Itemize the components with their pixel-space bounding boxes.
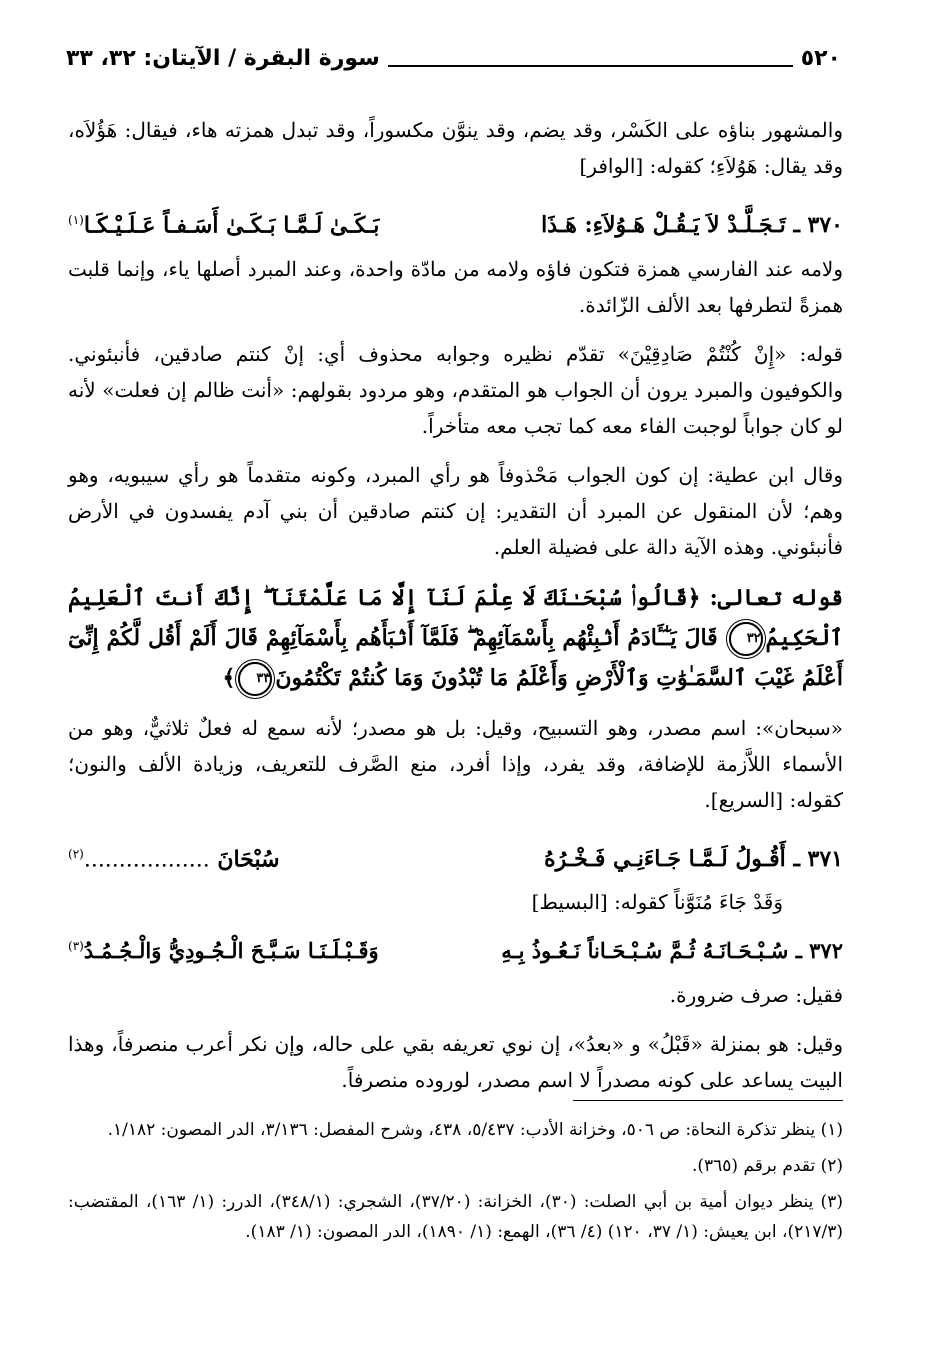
- ayah-33-marker: ٣٣: [238, 662, 272, 696]
- verse-370-hemistich-2: [68, 197, 379, 248]
- verse-number: ٣٧٢ ـ: [795, 938, 843, 963]
- page-header: [66, 40, 841, 76]
- quran-intro: قوله تعالى: ﴿: [687, 585, 843, 611]
- hemistich-text: أَقُـولُ لَـمَّـا جَـاءَنِـي فَـخْـرُهُ: [544, 846, 786, 873]
- footnotes: [68, 1115, 843, 1253]
- footnote-ref-2: (٢): [68, 847, 84, 861]
- verse-372: [68, 923, 843, 969]
- verse-370: [68, 197, 843, 243]
- paragraph-4: وقال ابن عطية: إن كون الجواب مَحْذوفاً هو رأي المبرد، وكونه متقدماً هو رأي سيبويه، وهو وهم؛ لأن المنقول عن المبرد أن التقدير: إن كنتم صادقين أن بني آدم يفسدون في الأرض فأنبئوني. وهذه الآية دالة على فضيلة العلم.: [68, 463, 843, 559]
- verse-371-hemistich-2: [68, 831, 280, 883]
- page-body: [68, 112, 843, 1111]
- footnote-ref-1: (١): [68, 213, 84, 227]
- verse-371: [68, 831, 843, 877]
- hemistich-text: سُبْحَانَ: [217, 846, 280, 873]
- hemistich-text: وَقَـبْـلَـنَـا سَـبَّـحَ الْـجُـودِيُّ وَالْـجُـمُـدُ: [83, 938, 379, 963]
- verse-370-hemistich-1: [541, 202, 843, 248]
- verse-371-hemistich-1: [544, 836, 843, 882]
- footnote-2: (٢) تقدم برقم (٣٦٥).: [691, 1156, 843, 1176]
- verse-372-hemistich-2: [68, 923, 379, 974]
- paragraph-6: فقيل: صرف ضرورة.: [669, 983, 843, 1007]
- quran-ayah-32-text: قَالُوا۟ سُبْحَـٰنَكَ لَا عِلْمَ لَنَآ إِلَّا مَا عَلَّمْتَنَآ ۖ إِنَّكَ أَنتَ ٱلْعَلِيمُ ٱلْحَكِيمُ: [68, 585, 843, 651]
- quran-passage: [68, 578, 843, 698]
- verse-372-hemistich-1: [501, 928, 843, 974]
- ellipsis-dots: ..................: [83, 847, 210, 873]
- hemistich-text: بَـكَـىٰ لَـمَّـا بَـكَـىٰ أَسَـفـاً عَـلَـيْـكَـا: [83, 212, 380, 239]
- footnote-ref-3: (٣): [68, 939, 84, 953]
- footnote-separator: [573, 1100, 843, 1101]
- paragraph-5: «سبحان»: اسم مصدر، وهو التسبيح، وقيل: بل هو مصدر؛ لأنه سمع له فعلٌ ثلاثيٌّ، وهو من الأسماء اللاَّزمة للإضافة، وقد يفرد، وإذا أفرد، منع الصَّرف للتعريف، وزيادة الألف والنون؛ كقوله: [السريع].: [68, 716, 843, 812]
- hemistich-text: تَـجَـلَّـدْ لاَ يَـقُـلْ هَـوُلاَءِ: هَـذَا: [541, 212, 786, 239]
- meter-line: وَقَدْ جَاءَ مُنَوَّناً كقوله: [البسيط]: [531, 890, 783, 914]
- header-rule: [388, 49, 793, 67]
- verse-number: ٣٧٠ ـ: [793, 212, 843, 239]
- page-number: ٥٢٠: [800, 45, 841, 71]
- paragraph-2: ولامه عند الفارسي همزة فتكون فاؤه ولامه من مادّة واحدة، وعند المبرد أصلها ياء، وإنما قلبت همزةً لتطرفها بعد الألف الزّائدة.: [68, 257, 843, 317]
- paragraph-3: قوله: «إِنْ كُنْتُمْ صَادِقِيْنَ» تقدّم نظيره وجوابه محذوف أي: إنْ كنتم صادقين، فأنبئوني. والكوفيون والمبرد يرون أن الجواب هو المتقدم، وهو مردود بقولهم: «أنت ظالم إن فعلت» لأنه لو كان جواباً لوجبت الفاء معه كما تجب معه متأخراً.: [68, 342, 843, 438]
- ayah-32-marker: ٣٢: [729, 622, 763, 656]
- quran-ayah-33-text: قَالَ يَـٰٓـَٔادَمُ أَنۢبِئْهُم بِأَسْمَآئِهِمْ ۖ فَلَمَّآ أَنۢبَأَهُم بِأَسْمَآئِهِمْ قَالَ أَلَمْ أَقُل لَّكُمْ إِنِّىٓ أَعْلَمُ غَيْبَ ٱلسَّمَـٰوَٰتِ وَٱلْأَرْضِ وَأَعْلَمُ مَا تُبْدُونَ وَمَا كُنتُمْ تَكْتُمُونَ: [68, 625, 843, 691]
- quran-close-bracket: ﴾: [222, 665, 236, 691]
- footnote-1: (١) ينظر تذكرة النحاة: ص ٥٠٦، وخزانة الأدب: ٥/٤٣٧، ٤٣٨، وشرح المفصل: ٣/١٣٦، الدر المصون: ١/١٨٢.: [107, 1120, 843, 1140]
- paragraph-1: والمشهور بناؤه على الكَسْر، وقد يضم، وقد ينوَّن مكسوراً، وقد تبدل همزته هاء، فيقال: هَؤُلاَه، وقد يقال: هَوُلاَءِ؛ كقوله: [الوافر]: [68, 118, 843, 178]
- footnote-3: (٣) ينظر ديوان أمية بن أبي الصلت: (٣٠)، الخزانة: (٣٧/٢٠)، الشجري: (٣٤٨/١)، الدرر: (١/ ١٦٣)، المقتضب: (٢١٧/٣)، ابن يعيش: (١/ ٣٧، ١٢٠) (٤/ ٣٦)، الهمع: (١/ ١٨٩٠)، الدر المصون: (١/ ١٨٣).: [68, 1192, 843, 1242]
- hemistich-text: سُـبْـحَـانَـهُ ثُـمَّ سُـبْـحَـاناً نَـعُـوذُ بِـهِ: [501, 938, 789, 963]
- running-title: سورة البقرة / الآيتان: ٣٢، ٣٣: [66, 45, 380, 71]
- verse-number: ٣٧١ ـ: [793, 846, 843, 873]
- paragraph-7: وقيل: هو بمنزلة «قَبْلُ» و «بعدُ»، إن نوي تعريفه بقي على حاله، وإن نكر أعرب منصرفاً، وهذا البيت يساعد على كونه مصدراً لا اسم مصدر، لوروده منصرفاً.: [68, 1032, 843, 1092]
